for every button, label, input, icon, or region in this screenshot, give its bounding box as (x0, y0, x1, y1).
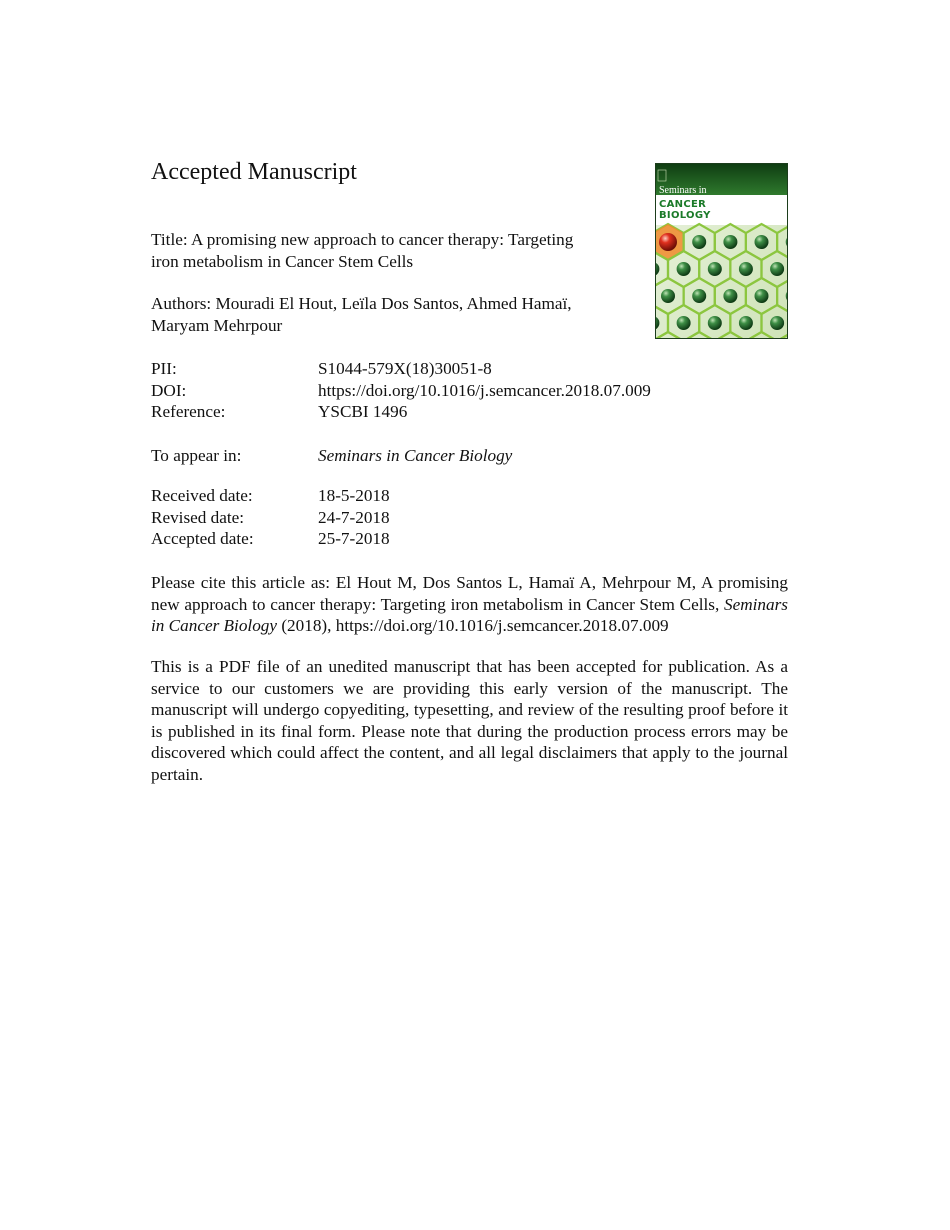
received-label: Received date: (151, 486, 253, 505)
title-line: Title: A promising new approach to cancer therapy: Targeting (151, 230, 574, 249)
accepted-row (151, 528, 390, 550)
revised-value: 24-7-2018 (318, 507, 390, 527)
reference-value: YSCBI 1496 (318, 402, 408, 421)
authors-line: Authors: Mouradi El Hout, Leïla Dos Santos, Ahmed Hamaï, (151, 294, 572, 313)
appear-row (151, 445, 512, 467)
cover-sphere (692, 289, 706, 303)
cover-sphere (739, 316, 753, 330)
notice-paragraph: This is a PDF file of an unedited manuscript that has been accepted for publication. As a service to our customers we are providing this early version of the manuscript. The manuscript will undergo copyediting, typesetting, and review of the resulting proof before it is published in its final form. Please note that during the production process errors may be discovered which could affect the content, and all legal disclaimers that apply to the journal pertain. (151, 657, 788, 784)
revised-label: Revised date: (151, 507, 245, 527)
cover-sphere (770, 316, 784, 330)
cover-sphere (692, 235, 706, 249)
doi-row (151, 380, 651, 402)
pii-row (151, 358, 651, 380)
title-block (151, 229, 621, 272)
cover-sphere (708, 262, 722, 276)
reference-row (151, 401, 651, 423)
received-row (151, 485, 390, 507)
pii-value: S1044-579X(18)30051-8 (318, 359, 492, 378)
doi-value: https://doi.org/10.1016/j.semcancer.2018.07.009 (318, 380, 651, 400)
cover-sphere (661, 289, 675, 303)
citation-journal: Seminars in Cancer Biology (151, 594, 788, 635)
appear-table (151, 445, 512, 467)
authors-line: Maryam Mehrpour (151, 315, 283, 335)
identifiers-table (151, 358, 651, 423)
appear-label: To appear in: (151, 446, 242, 465)
cover-sphere (739, 262, 753, 276)
pii-label: PII: (151, 359, 177, 378)
cover-sphere (723, 289, 737, 303)
page-heading: Accepted Manuscript (151, 159, 357, 185)
cover-sphere (755, 289, 769, 303)
cover-journal-subtitle (659, 199, 711, 221)
cover-subtitle-line: BIOLOGY (659, 210, 711, 221)
dates-table (151, 485, 390, 550)
reference-label: Reference: (151, 402, 226, 421)
cover-subtitle-line: CANCER (659, 199, 707, 210)
accepted-value: 25-7-2018 (318, 529, 390, 548)
cover-sphere (755, 235, 769, 249)
journal-cover-image (655, 163, 788, 339)
revised-row (151, 507, 390, 529)
cover-sphere (659, 233, 677, 251)
cover-sphere (708, 316, 722, 330)
citation-paragraph (151, 572, 788, 637)
cover-sphere (677, 316, 691, 330)
received-value: 18-5-2018 (318, 486, 390, 505)
title-line: iron metabolism in Cancer Stem Cells (151, 251, 414, 271)
citation-text: Please cite this article as: El Hout M, Dos Santos L, Hamaï A, Mehrpour M, A promising new approach to cancer therapy: Targeting iron metabolism in Cancer Stem Cells, (151, 573, 788, 614)
cover-sphere (677, 262, 691, 276)
cover-sphere (723, 235, 737, 249)
authors-block (151, 293, 621, 336)
doi-label: DOI: (151, 380, 187, 400)
cover-sphere (770, 262, 784, 276)
accepted-label: Accepted date: (151, 529, 254, 548)
citation-suffix: (2018), https://doi.org/10.1016/j.semcancer.2018.07.009 (281, 616, 669, 635)
appear-journal: Seminars in Cancer Biology (318, 446, 513, 465)
cover-journal-title: Seminars in (659, 185, 707, 196)
